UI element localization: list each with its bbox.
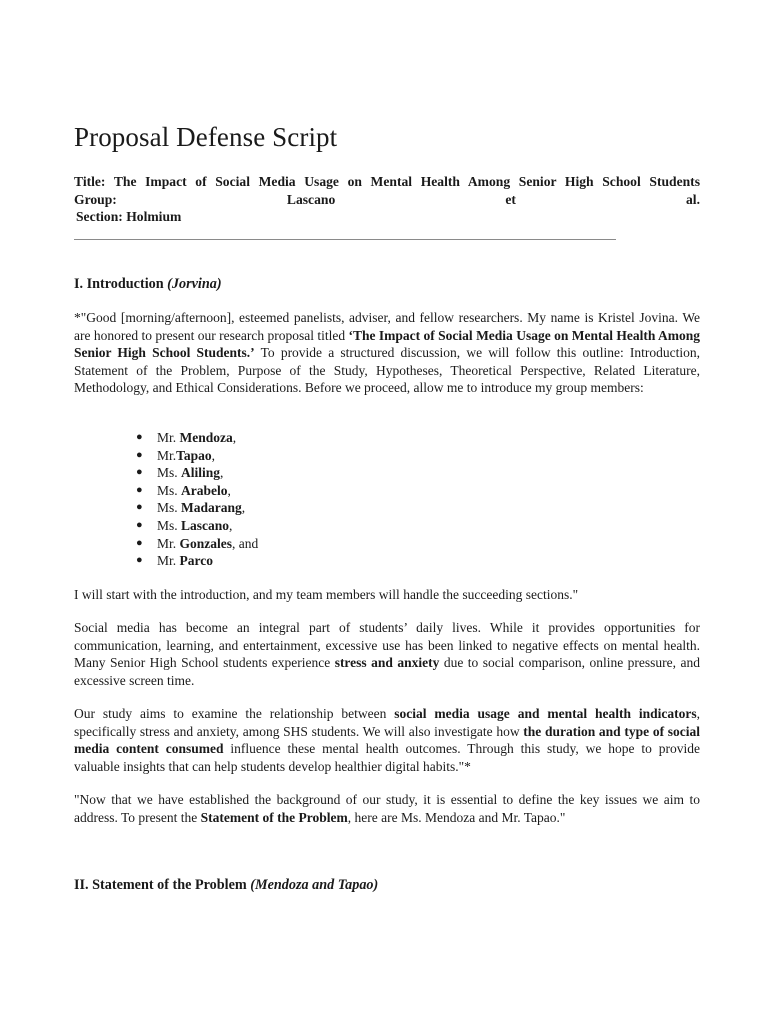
- list-item: ● Mr. Parco: [136, 553, 214, 569]
- bullet-icon: ●: [136, 466, 143, 479]
- bullet-icon: ●: [136, 448, 143, 461]
- group-name: Lascano: [286, 191, 336, 207]
- bullet-icon: ●: [136, 536, 143, 549]
- list-item: ● Ms. Arabelo,: [136, 482, 231, 498]
- bullet-icon: ●: [136, 518, 143, 531]
- list-item: ● Mr. Gonzales, and: [136, 535, 259, 551]
- heading-statement-of-problem: II. Statement of the Problem (Mendoza and Tapao): [74, 877, 379, 893]
- list-item: ● Ms. Lascano,: [136, 517, 233, 533]
- list-item: ● Mr.Tapao,: [136, 447, 216, 463]
- horizontal-rule: [74, 239, 616, 240]
- section-line: Section: Holmium: [76, 209, 182, 224]
- intro-paragraph-2: I will start with the introduction, and my team members will handle the succeeding sections.": [74, 587, 579, 602]
- intro-paragraph-4: Our study aims to examine the relationship between social media usage and mental health indicators, specifically stress and anxiety, among SHS students. We will also investigate how the duration and type of social media content consumed influence these mental health outcomes. Through this study, we hope to provide valuable insights that can help students develop healthier digital habits."*: [74, 706, 701, 774]
- proposal-meta: [74, 173, 700, 226]
- presenter-statement-of-problem: (Mendoza and Tapao): [250, 877, 379, 893]
- list-item: ● Mr. Mendoza,: [136, 430, 237, 445]
- presenter-introduction: (Jorvina): [167, 276, 222, 292]
- group-et: et: [505, 191, 516, 207]
- bullet-icon: ●: [136, 501, 143, 514]
- intro-paragraph-3: Social media has become an integral part of students’ daily lives. While it provides opportunities for communication, learning, and entertainment, excessive use has been linked to negative effects on mental health. Many Senior High School students experience stress and anxiety due to social comparison, online pressure, and excessive screen time.: [74, 620, 700, 688]
- group-members-list: [136, 429, 258, 570]
- group-al: al.: [686, 191, 700, 207]
- list-item: ● Ms. Aliling,: [136, 465, 224, 481]
- bullet-icon: ●: [136, 483, 143, 496]
- group-label: Group:: [74, 191, 117, 207]
- heading-introduction: I. Introduction (Jorvina): [74, 276, 222, 292]
- intro-paragraph-1: *"Good [morning/afternoon], esteemed panelists, adviser, and fellow researchers. My name is Kristel Jovina. We are honored to present our research proposal titled ‘The Impact of Social Media Usage on Mental Health Among Senior High School Students.’ To provide a structured discussion, we will follow this outline: Introduction, Statement of the Problem, Purpose of the Study, Hypotheses, Theoretical Perspective, Related Literature, Methodology, and Ethical Considerations. Before we proceed, allow me to introduce my group members:: [74, 310, 701, 396]
- group-line: [74, 191, 700, 209]
- document-title: Proposal Defense Script: [74, 122, 338, 152]
- bullet-icon: ●: [136, 431, 143, 443]
- proposal-title-line: Title: The Impact of Social Media Usage on Mental Health Among Senior High School Students: [74, 174, 700, 189]
- intro-paragraph-5: "Now that we have established the background of our study, it is essential to define the key issues we aim to address. To present the Statement of the Problem, here are Ms. Mendoza and Mr. Tapao.": [74, 792, 700, 825]
- bullet-icon: ●: [136, 554, 143, 567]
- list-item: ● Ms. Madarang,: [136, 500, 246, 516]
